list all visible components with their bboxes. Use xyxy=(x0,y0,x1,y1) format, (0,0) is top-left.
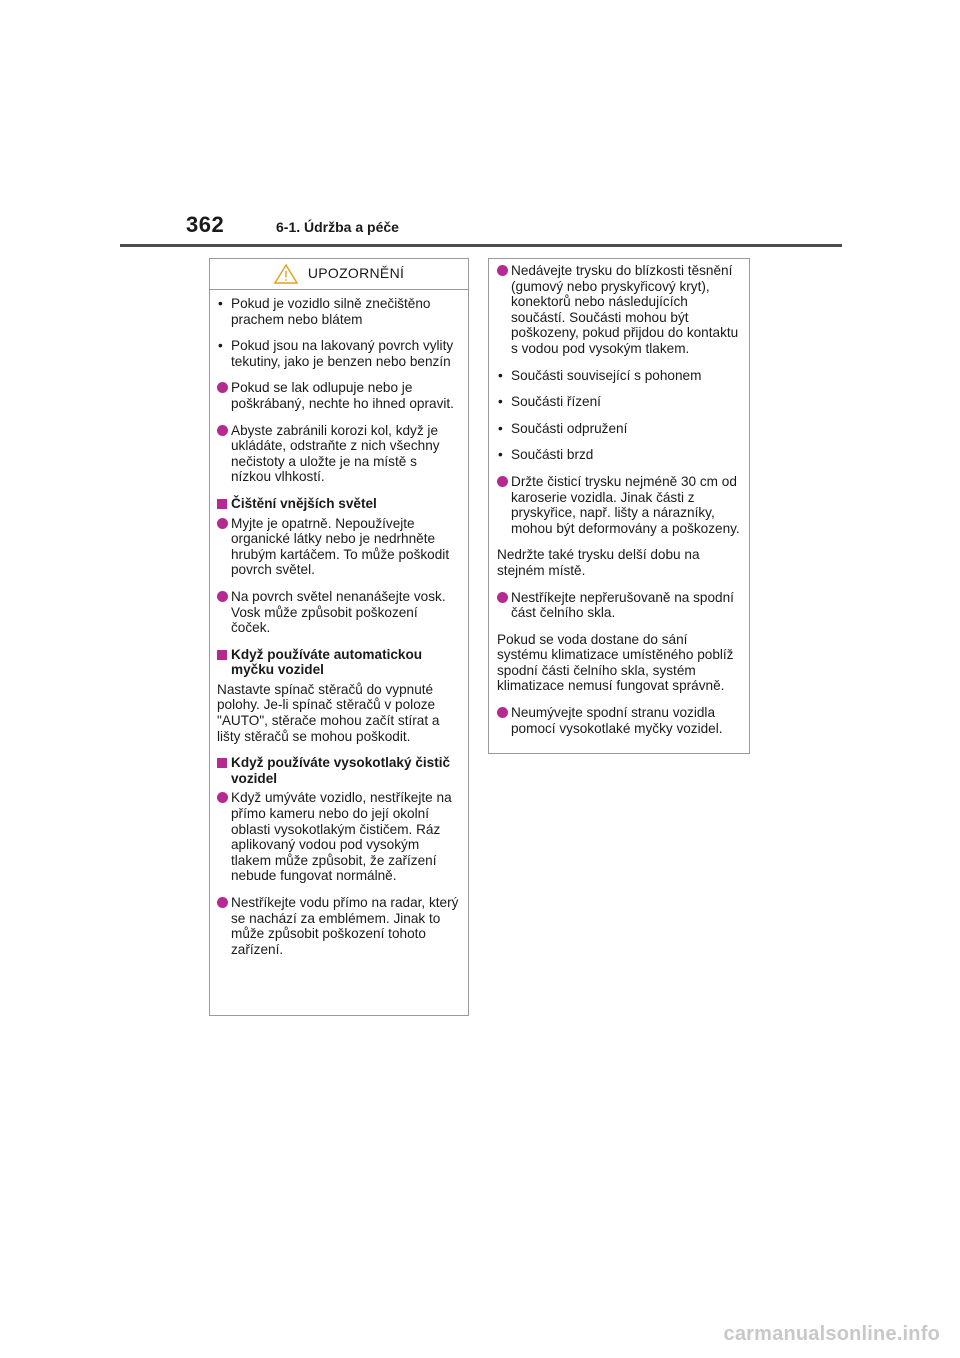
list-item: Abyste zabránili korozi kol, když je ukládáte, odstraňte z nich všechny nečistoty a uložte je na místě s nízkou vlhkostí. xyxy=(217,423,460,485)
header-rule xyxy=(120,244,842,247)
list-item: • Součásti související s pohonem xyxy=(497,368,741,384)
warning-title: UPOZORNĚNÍ xyxy=(307,265,405,282)
paragraph: Nastavte spínač stěračů do vypnuté polohy. Je-li spínač stěračů v poloze "AUTO", stěrače mohou začít stírat a lišty stěračů se mohou poškodit. xyxy=(217,681,440,744)
paragraph: Nedržte také trysku delší dobu na stejném místě. xyxy=(497,547,700,578)
list-item: Nestříkejte vodu přímo na radar, který se nachází za emblémem. Jinak to může způsobit poškození tohoto zařízení. xyxy=(217,895,460,957)
list-item: Držte čisticí trysku nejméně 30 cm od karoserie vozidla. Jinak části z pryskyřice, např. lišty a nárazníky, mohou být deformovány a poškozeny. xyxy=(497,474,741,536)
warning-box-continued xyxy=(488,258,750,754)
list-item: Myjte je opatrně. Nepoužívejte organické látky nebo je nedrhněte hrubým kartáčem. To může poškodit povrch světel. xyxy=(217,516,460,578)
list-item: • Součásti odpružení xyxy=(497,421,741,437)
list-item: Neumývejte spodní stranu vozidla pomocí vysokotlaké myčky vozidel. xyxy=(497,705,741,736)
warning-content-left xyxy=(210,290,468,957)
warning-content-right xyxy=(489,259,749,736)
list-item: • Součásti brzd xyxy=(497,447,741,463)
warning-box xyxy=(209,258,469,1016)
list-item: • Pokud jsou na lakovaný povrch vylity tekutiny, jako je benzen nebo benzín xyxy=(217,338,460,369)
subheading: Čištění vnějších světel xyxy=(217,496,460,512)
footer-logo[interactable]: carmanualsonline.info xyxy=(723,1323,940,1345)
warning-triangle-icon xyxy=(274,264,298,284)
list-item: Pokud se lak odlupuje nebo je poškrábaný, nechte ho ihned opravit. xyxy=(217,380,460,411)
list-item: Když umýváte vozidlo, nestříkejte na přímo kameru nebo do její okolní oblasti vysokotlakým čističem. Ráz aplikovaný vodou pod vysokým tlakem může způsobit, že zařízení nebude fungovat normálně. xyxy=(217,790,460,884)
subheading: Když používáte automatickou myčku vozidel xyxy=(217,647,460,678)
subheading: Když používáte vysokotlaký čistič vozidel xyxy=(217,755,460,786)
list-item: Na povrch světel nenanášejte vosk. Vosk může způsobit poškození čoček. xyxy=(217,589,460,636)
list-item: • Pokud je vozidlo silně znečištěno prachem nebo blátem xyxy=(217,296,460,327)
list-item: • Součásti řízení xyxy=(497,394,741,410)
list-item: Nedávejte trysku do blízkosti těsnění (gumový nebo pryskyřicový kryt), konektorů nebo následujících součástí. Součásti mohou být poškozeny, pokud přijdou do kontaktu s vodou pod vysokým tlakem. xyxy=(497,263,741,357)
section-title: 6-1. Údržba a péče xyxy=(276,219,399,235)
paragraph: Pokud se voda dostane do sání systému klimatizace umístěného poblíž spodní části čelního skla, systém klimatizace nemusí fungovat správně. xyxy=(497,631,734,694)
page-number: 362 xyxy=(186,212,225,237)
warning-header xyxy=(210,259,468,290)
list-item: Nestříkejte nepřerušovaně na spodní část čelního skla. xyxy=(497,590,741,621)
